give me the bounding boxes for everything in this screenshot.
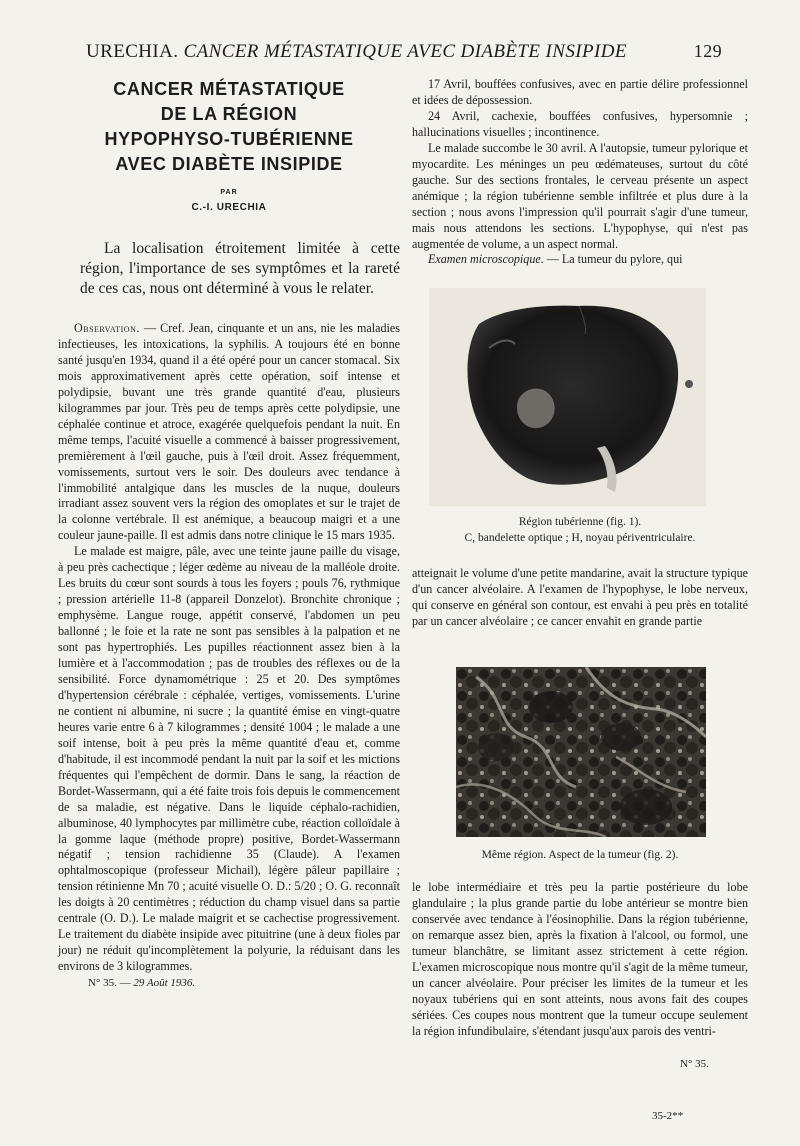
observation-text: — Cref. Jean, cinquante et un ans, nie les maladies infectieuses, les intoxications, la syphilis. A toujours été en bonne santé jusqu'en 1934, quand il a été opéré pour un cancer stomacal. Six mois approximativement après cette opération, soif intense et polydipsie, buvant une très grande quantité d'eau, plusieurs kilogrammes par jour. Très peu de temps après cette polydipsie, une céphalée continue et atroce, exagérée quelquefois pendant la nuit. En même temps, l'acuité visuelle a commencé à baisser progressivement, premièrement à l'œil gauche, puis à l'œil droit. Assez fréquemment, vomissements, surtout vers le soir. Des douleurs avec tendance à l'immobilité antalgique dans les muscles de la nuque, douleurs irradiant assez souvent vers la région des omoplates et sur le trajet de la colonne vertébrale. Il est anémique, a beaucoup maigri et a une couleur jaune-paille. Il est admis dans notre clinique le 15 mars 1935.	[58, 321, 400, 543]
observation-paragraph	[58, 321, 400, 544]
signature-mark: 35-2**	[652, 1110, 684, 1122]
running-header	[86, 41, 722, 71]
title-line-2: DE LA RÉGION	[160, 104, 298, 124]
running-title	[86, 41, 627, 63]
author-name: C.-I. URECHIA	[191, 202, 267, 213]
figure-2-image	[456, 667, 706, 837]
page-number: 129	[693, 41, 722, 61]
paragraph-april-24: 24 Avril, cachexie, bouffées confusives, hypersomnie ; hallucinations visuelles ; incontinence.	[412, 108, 748, 139]
title-line-3: HYPOPHYSO-TUBÉRIENNE	[104, 129, 354, 149]
figure-2-caption: Même région. Aspect de la tumeur (fig. 2).	[481, 849, 679, 861]
article-title	[58, 77, 400, 177]
figure-1-caption-line-1: Région tubérienne (fig. 1).	[518, 516, 642, 528]
figure-2-drawing	[456, 667, 706, 837]
right-issue-number: N° 35.	[680, 1058, 709, 1070]
paragraph-microscopic	[412, 252, 748, 268]
exam-text: — La tumeur du pylore, qui	[543, 252, 683, 267]
header-author: URECHIA.	[86, 41, 179, 62]
title-line-4: AVEC DIABÈTE INSIPIDE	[115, 154, 343, 174]
title-line-1: CANCER MÉTASTATIQUE	[113, 79, 345, 99]
right-column-bottom	[412, 880, 748, 1040]
abstract: La localisation étroitement limitée à cette région, l'importance de ses symptômes et la rareté de ces cas, nous ont déterminé à vous le relater.	[80, 240, 400, 297]
figure-1-caption	[412, 514, 748, 546]
by-label: PAR	[220, 189, 238, 196]
issue-date: 29 Août 1936.	[133, 977, 196, 990]
exam-label: Examen microscopique.	[428, 252, 544, 267]
observation-label: Observation.	[74, 321, 140, 335]
issue-footer: N° 35. — 29 Août 1936.	[88, 977, 196, 990]
figure-1-drawing	[429, 288, 706, 506]
paragraph-hypophysis: atteignait le volume d'une petite mandarine, avait la structure typique d'un cancer alvéolaire. A l'examen de l'hypophyse, le lobe nerveux, qui conserve en général son contour, est envahi à peu près en totalité par un cancer alvéolaire ; ce cancer envahit en grande partie	[412, 566, 748, 628]
paragraph-april-17: 17 Avril, bouffées confusives, avec en partie délire professionnel et idées de dépossession.	[412, 77, 748, 107]
right-column-top	[412, 77, 748, 268]
issue-number: N° 35.	[88, 977, 117, 990]
right-column-middle	[412, 566, 748, 630]
paragraph-tuberal-region: le lobe intermédiaire et très peu la partie postérieure du lobe glandulaire ; la plus grande partie du lobe antérieur se montre bien conservée avec tendance à l'éosinophilie. Dans la région tubérienne, on remarque assez bien, après la fixation à l'alcool, ou formol, une tumeur blanchâtre, se limitant assez strictement à cette région. L'examen microscopique nous montre qu'il s'agit de la même tumeur, un cancer alvéolaire. Pour préciser les limites de la tumeur et les noyaux tubériens qui en sont atteints, nous avons fait des coupes sériées. Ces coupes nous montrent que la tumeur occupe seulement la région infundibulaire, s'étendant jusqu'aux parois des ventri-	[412, 880, 748, 1038]
figure-1-caption-line-2: C, bandelette optique ; H, noyau périventriculaire.	[464, 532, 696, 544]
header-title: CANCER MÉTASTATIQUE AVEC DIABÈTE INSIPIDE	[183, 41, 627, 62]
left-column	[58, 77, 400, 989]
figure-1-image	[429, 288, 706, 506]
paragraph-autopsy: Le malade succombe le 30 avril. A l'autopsie, tumeur pylorique et myocardite. Les méninges un peu œdémateuses, surtout du côté gauche. Sur des sections frontales, le cerveau présente un aspect anémique ; la région tubérienne semble infiltrée et plus dure à la section ; nous avons l'impression qu'il pourrait s'agir d'une tumeur, mais nous attendons les sections. L'hypophyse, qui n'est pas augmentée de volume, a un aspect normal.	[412, 140, 748, 251]
clinical-exam-paragraph: Le malade est maigre, pâle, avec une teinte jaune paille du visage, à peu près cachectique ; léger œdème au niveau de la malléole droite. Les bruits du cœur sont sourds à tous les foyers ; pouls 76, rythmique ; pression artérielle 11-8 (appareil Donzelot). Bronchite chronique ; emphysème. Langue rouge, appétit conservé, l'abdomen un peu ballonné ; le foie et la rate ne sont pas sensibles à la palpation et ne sont pas hypertrophiés. Les pupilles réactionnent assez bien à la lumière et à l'accommodation ; pas de troubles des réflexes ou de la sensibilité. Force dynamométrique : 25 et 20. Des symptômes d'hypertension cérébrale : céphalée, vertiges, vomissements. L'urine ne contient ni albumine, ni sucre ; la quantité émise en vingt-quatre heures varie entre 6 à 7 kilogrammes ; densité 1004 ; le malade a une soif intense, boit à peu près la même quantité d'eau et, comme d'habitude, il est incommodé pendant la nuit par la soif et les mictions fréquentes qui l'empêchent de dormir. Dans le sang, la réaction de Bordet-Wassermann, qui a été faite trois fois depuis le commencement de sa maladie, est négative. Dans le liquide céphalo-rachidien, albuminose, 40 lymphocytes par millimètre cube, réaction colloïdale à la gomme laque (méthode propre) positive, Bordet-Wassermann négatif ; tension rachidienne 35 (Claude). A l'examen ophtalmoscopique (professeur Michail), légère pâleur papillaire ; tension rétinienne Mn 70 ; acuité visuelle O. D.: 5/20 ; O. G. reconnaît les doigts à 20 centimètres ; réduction du champ visuel dans sa partie centrale (O. D.). Le malade maigrit et se cachectise progressivement. Le traitement du diabète insipide avec pituitrine (une à deux fioles par jour) ne réduit qu'incomplètement la polyurie, la réduisant dans les environs de 3 kilogrammes.	[58, 544, 400, 974]
